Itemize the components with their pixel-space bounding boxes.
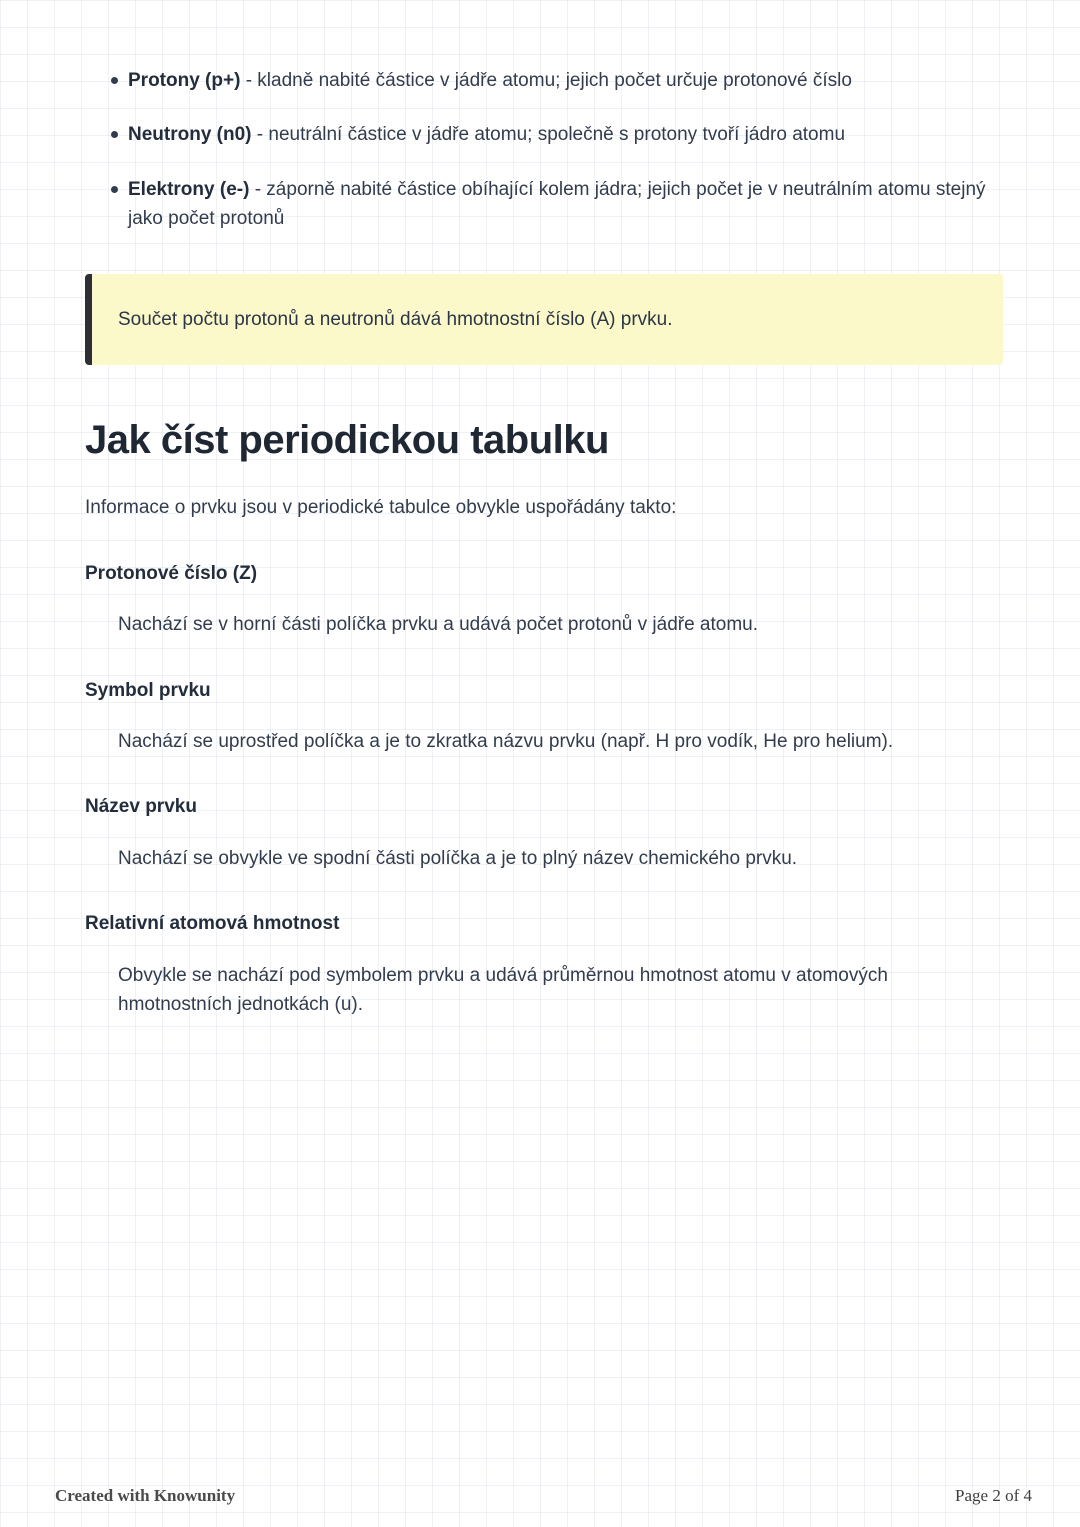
bullet-description: - neutrální částice v jádře atomu; společně s protony tvoří jádro atomu [251,124,846,146]
section-proton-number [85,559,1002,640]
section-title: Název prvku [85,796,197,818]
bullet-description: - záporně nabité částice obíhající kolem jádra; jejich počet je v neutrálním atomu stejný jako počet protonů [128,178,986,230]
section-body: Nachází se uprostřed políčka a je to zkratka názvu prvku (např. H pro vodík, He pro helium). [118,730,894,752]
particle-bullet-list [85,66,1002,234]
footer-page-number: Page 2 of 4 [955,1485,1032,1505]
section-title: Protonové číslo (Z) [85,562,258,584]
bullet-term: Neutrony (n0) [128,124,252,146]
bullet-text [128,124,845,145]
bullet-text [128,70,852,91]
page-footer [0,1483,1080,1509]
bullet-term: Protony (p+) [128,70,241,91]
section-element-name [85,792,1002,873]
page-title: Jak číst periodickou tabulku [85,418,609,463]
section-relative-atomic-mass [85,909,1002,1019]
bullet-icon [111,77,118,84]
bullet-icon [111,186,118,193]
intro-paragraph: Informace o prvku jsou v periodické tabulce obvykle uspořádány takto: [85,497,677,519]
callout-text: Součet počtu protonů a neutronů dává hmotnostní číslo (A) prvku. [118,308,673,330]
section-title: Symbol prvku [85,679,211,701]
bullet-icon [111,131,118,138]
list-item-electrons [85,175,1002,234]
footer-branding: Created with Knowunity [55,1485,236,1505]
bullet-description: - kladně nabité částice v jádře atomu; jejich počet určuje protonové číslo [240,70,852,91]
section-title: Relativní atomová hmotnost [85,913,340,935]
section-body: Obvykle se nachází pod symbolem prvku a udává průměrnou hmotnost atomu v atomových hmotnostních jednotkách (u). [118,964,888,1016]
highlight-callout [85,274,1003,365]
section-element-symbol [85,676,1002,757]
list-item-neutrons [85,120,1002,149]
section-body: Nachází se v horní části políčka prvku a udává počet protonů v jádře atomu. [118,614,759,636]
bullet-term: Elektrony (e-) [128,178,250,200]
bullet-text [128,179,986,229]
list-item-protons [85,66,1002,95]
section-body: Nachází se obvykle ve spodní části políčka a je to plný název chemického prvku. [118,847,798,869]
